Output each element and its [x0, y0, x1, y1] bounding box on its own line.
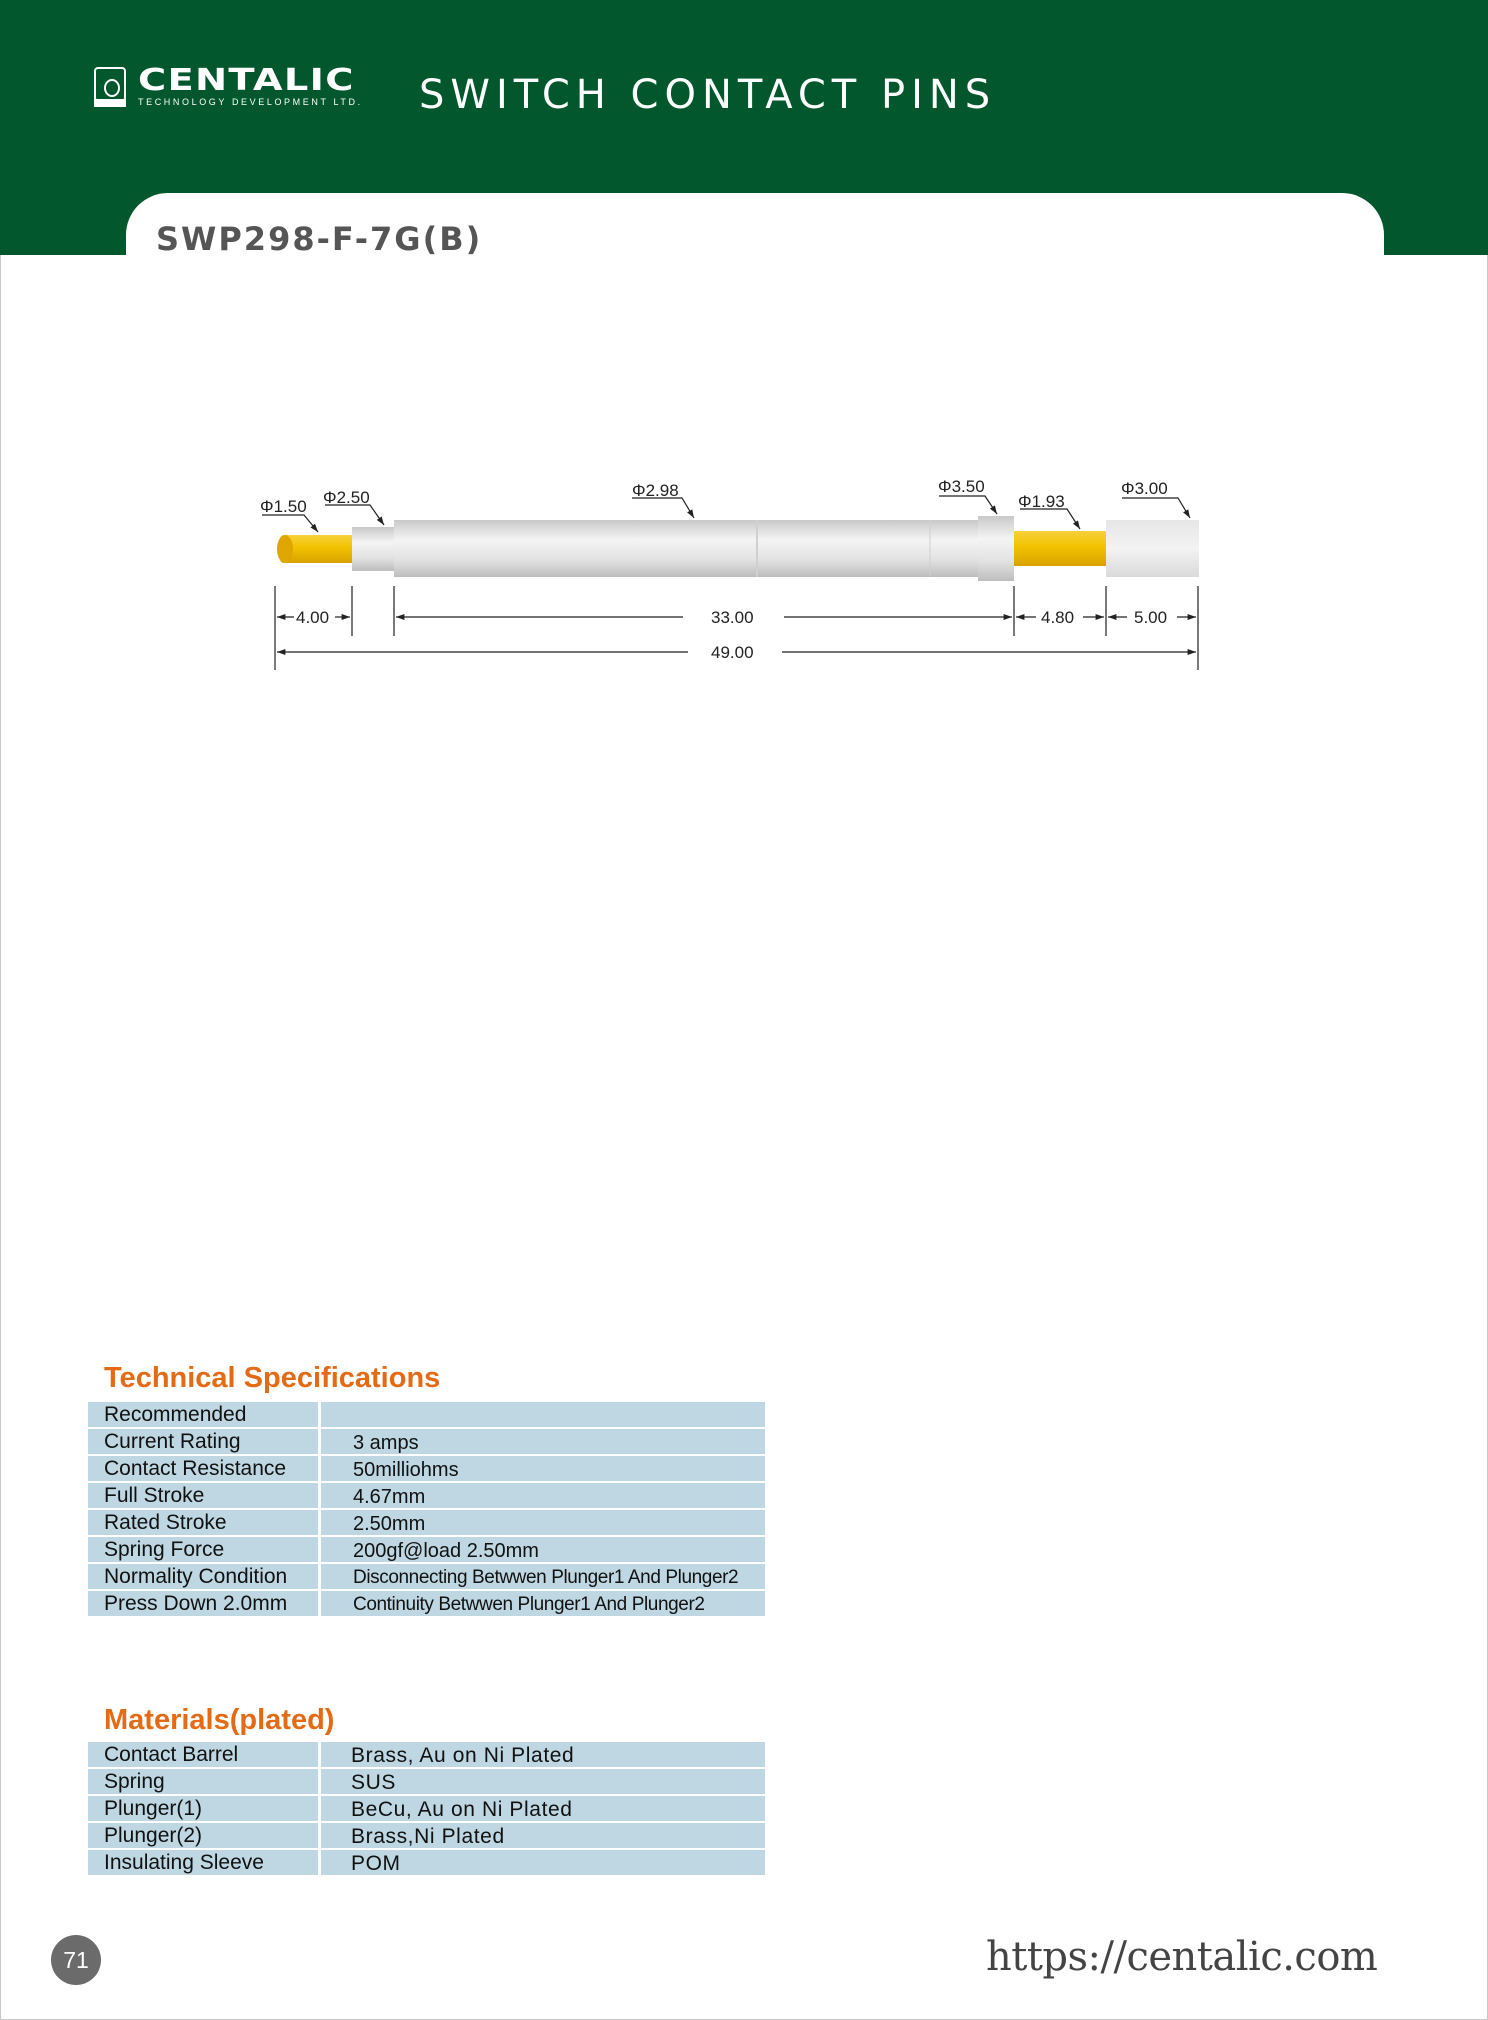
length-4-80: 4.80: [1041, 608, 1075, 627]
tech-specs-title: Technical Specifications: [104, 1362, 441, 1394]
table-row: [88, 1537, 765, 1564]
spec-value: Continuity Betwwen Plunger1 And Plunger2: [321, 1591, 765, 1618]
model-number: SWP298-F-7G(B): [156, 220, 483, 258]
spec-label: Contact Resistance: [88, 1456, 321, 1483]
diameter-1-93: Φ1.93: [1018, 492, 1065, 511]
length-5-00: 5.00: [1134, 608, 1168, 627]
material-label: Insulating Sleeve: [88, 1850, 321, 1877]
materials-table: [88, 1742, 765, 1877]
spec-label: Full Stroke: [88, 1483, 321, 1510]
table-row: [88, 1796, 765, 1823]
material-value: SUS: [321, 1769, 765, 1796]
table-row: [88, 1510, 765, 1537]
spec-label: Current Rating: [88, 1429, 321, 1456]
diameter-1-50: Φ1.50: [260, 497, 307, 516]
plunger2: [1014, 531, 1106, 566]
page-number: 71: [51, 1935, 101, 1985]
spec-value: 4.67mm: [321, 1483, 765, 1510]
spec-label: Spring Force: [88, 1537, 321, 1564]
material-label: Plunger(1): [88, 1796, 321, 1823]
spec-value: 2.50mm: [321, 1510, 765, 1537]
table-row: [88, 1823, 765, 1850]
material-label: Plunger(2): [88, 1823, 321, 1850]
length-4-00: 4.00: [296, 608, 330, 627]
material-value: Brass,Ni Plated: [321, 1823, 765, 1850]
spec-value: 200gf@load 2.50mm: [321, 1537, 765, 1564]
table-row: [88, 1402, 765, 1429]
spec-value: 3 amps: [321, 1429, 765, 1456]
table-row: [88, 1742, 765, 1769]
diameter-2-50: Φ2.50: [323, 488, 370, 507]
material-label: Contact Barrel: [88, 1742, 321, 1769]
material-value: BeCu, Au on Ni Plated: [321, 1796, 765, 1823]
page-title: SWITCH CONTACT PINS: [419, 72, 997, 118]
barrel-collar: [352, 527, 396, 571]
material-label: Spring: [88, 1769, 321, 1796]
website-url[interactable]: https://centalic.com: [986, 1934, 1378, 1980]
table-row: [88, 1429, 765, 1456]
contact-barrel: [394, 520, 1014, 577]
spec-value: 50milliohms: [321, 1456, 765, 1483]
barrel-flange: [978, 516, 1014, 581]
length-33-00: 33.00: [711, 608, 754, 627]
diameter-3-00: Φ3.00: [1121, 479, 1168, 498]
plunger1-tip-end: [277, 535, 293, 563]
table-row: [88, 1591, 765, 1618]
materials-title: Materials(plated): [104, 1704, 335, 1736]
brand-subtitle: TECHNOLOGY DEVELOPMENT LTD.: [138, 97, 363, 107]
spec-value: Disconnecting Betwwen Plunger1 And Plunger2: [321, 1564, 765, 1591]
material-value: Brass, Au on Ni Plated: [321, 1742, 765, 1769]
diameter-3-50: Φ3.50: [938, 477, 985, 496]
spec-value: [321, 1402, 765, 1429]
spec-label: Press Down 2.0mm: [88, 1591, 321, 1618]
brand-name: CENTALIC: [138, 63, 355, 98]
table-row: [88, 1456, 765, 1483]
spec-label: Normality Condition: [88, 1564, 321, 1591]
spec-label: Rated Stroke: [88, 1510, 321, 1537]
table-row: [88, 1850, 765, 1877]
diameter-2-98: Φ2.98: [632, 481, 679, 500]
table-row: [88, 1564, 765, 1591]
spec-label: Recommended: [88, 1402, 321, 1429]
table-row: [88, 1769, 765, 1796]
insulating-sleeve: [1106, 520, 1199, 577]
pin-drawing: [0, 0, 1488, 700]
material-value: POM: [321, 1850, 765, 1877]
length-49-00: 49.00: [711, 643, 754, 662]
tech-specs-table: [88, 1402, 765, 1618]
table-row: [88, 1483, 765, 1510]
